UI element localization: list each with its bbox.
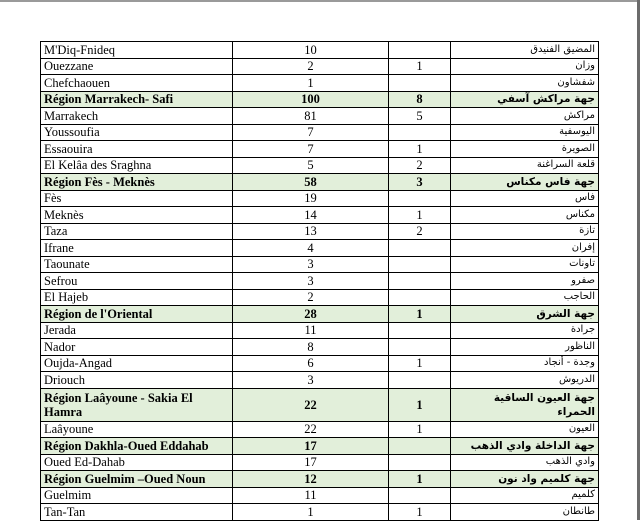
region-row xyxy=(41,174,599,191)
count-cell xyxy=(389,454,451,471)
count-cell xyxy=(389,42,451,59)
total-cell: 7 xyxy=(233,141,389,158)
count-cell: 5 xyxy=(389,108,451,125)
count-cell: 3 xyxy=(389,174,451,191)
count-cell xyxy=(389,322,451,339)
arabic-name-cell: تازة xyxy=(451,223,599,240)
region-row xyxy=(41,471,599,488)
total-cell: 3 xyxy=(233,273,389,290)
count-cell: 2 xyxy=(389,157,451,174)
arabic-name-cell: إفران xyxy=(451,240,599,257)
name-cell: El Hajeb xyxy=(41,289,233,306)
total-cell: 19 xyxy=(233,190,389,207)
name-cell: Taza xyxy=(41,223,233,240)
count-cell: 1 xyxy=(389,355,451,372)
table-row xyxy=(41,108,599,125)
region-row xyxy=(41,306,599,323)
total-cell: 13 xyxy=(233,223,389,240)
name-cell: Région Dakhla-Oued Eddahab xyxy=(41,438,233,455)
table-row xyxy=(41,42,599,59)
count-cell: 1 xyxy=(389,471,451,488)
arabic-name-cell: وجدة - أنجاد xyxy=(451,355,599,372)
count-cell: 1 xyxy=(389,306,451,323)
name-cell: Sefrou xyxy=(41,273,233,290)
arabic-name-cell: فاس xyxy=(451,190,599,207)
table-row xyxy=(41,58,599,75)
total-cell: 28 xyxy=(233,306,389,323)
name-cell: Région Guelmim –Oued Noun xyxy=(41,471,233,488)
name-cell: Laâyoune xyxy=(41,421,233,438)
name-cell: M'Diq-Fnideq xyxy=(41,42,233,59)
total-cell: 3 xyxy=(233,372,389,389)
count-cell xyxy=(389,273,451,290)
name-cell: Région Fès - Meknès xyxy=(41,174,233,191)
table-row xyxy=(41,355,599,372)
total-cell: 3 xyxy=(233,256,389,273)
page-top-border xyxy=(0,0,640,2)
table-row xyxy=(41,141,599,158)
arabic-name-cell: مكناس xyxy=(451,207,599,224)
count-cell xyxy=(389,289,451,306)
table-row xyxy=(41,207,599,224)
name-cell: Driouch xyxy=(41,372,233,389)
total-cell: 1 xyxy=(233,75,389,92)
name-cell: Marrakech xyxy=(41,108,233,125)
total-cell: 22 xyxy=(233,421,389,438)
arabic-name-cell: المضيق الفنيدق xyxy=(451,42,599,59)
name-cell: Région de l'Oriental xyxy=(41,306,233,323)
table-row xyxy=(41,454,599,471)
arabic-name-cell: جهة مراكش آسفي xyxy=(451,91,599,108)
arabic-name-cell: الحاجب xyxy=(451,289,599,306)
count-cell xyxy=(389,487,451,504)
count-cell xyxy=(389,372,451,389)
count-cell xyxy=(389,339,451,356)
count-cell xyxy=(389,190,451,207)
arabic-name-cell: العيون xyxy=(451,421,599,438)
arabic-name-cell: الناظور xyxy=(451,339,599,356)
total-cell: 22 xyxy=(233,388,389,421)
name-cell: Essaouira xyxy=(41,141,233,158)
arabic-name-cell: اليوسفية xyxy=(451,124,599,141)
name-cell: Nador xyxy=(41,339,233,356)
table-row xyxy=(41,322,599,339)
arabic-name-cell: وادي الذهب xyxy=(451,454,599,471)
name-cell: Région Laâyoune - Sakia El Hamra xyxy=(41,388,233,421)
arabic-name-cell: قلعة السراغنة xyxy=(451,157,599,174)
total-cell: 2 xyxy=(233,58,389,75)
total-cell: 2 xyxy=(233,289,389,306)
name-cell: Région Marrakech- Safi xyxy=(41,91,233,108)
total-cell: 6 xyxy=(233,355,389,372)
name-cell: Tan-Tan xyxy=(41,504,233,521)
region-row xyxy=(41,388,599,421)
total-cell: 7 xyxy=(233,124,389,141)
count-cell: 1 xyxy=(389,504,451,521)
table-row xyxy=(41,372,599,389)
total-cell: 11 xyxy=(233,487,389,504)
name-cell: Taounate xyxy=(41,256,233,273)
name-cell: Guelmim xyxy=(41,487,233,504)
table-row xyxy=(41,256,599,273)
count-cell: 1 xyxy=(389,388,451,421)
arabic-name-cell: جهة الشرق xyxy=(451,306,599,323)
count-cell: 1 xyxy=(389,141,451,158)
arabic-name-cell: وزان xyxy=(451,58,599,75)
arabic-name-cell: جهة الداخلة وادي الذهب xyxy=(451,438,599,455)
count-cell: 1 xyxy=(389,421,451,438)
name-cell: Oujda-Angad xyxy=(41,355,233,372)
table-row xyxy=(41,339,599,356)
arabic-name-cell: الدريوش xyxy=(451,372,599,389)
arabic-name-cell: شفشاون xyxy=(451,75,599,92)
table-body xyxy=(41,42,599,521)
total-cell: 100 xyxy=(233,91,389,108)
arabic-name-cell: جهة فاس مكناس xyxy=(451,174,599,191)
name-cell: Youssoufia xyxy=(41,124,233,141)
count-cell xyxy=(389,240,451,257)
arabic-name-cell: طانطان xyxy=(451,504,599,521)
table-row xyxy=(41,190,599,207)
table-row xyxy=(41,75,599,92)
region-row xyxy=(41,91,599,108)
total-cell: 17 xyxy=(233,454,389,471)
region-row xyxy=(41,438,599,455)
table-row xyxy=(41,157,599,174)
total-cell: 4 xyxy=(233,240,389,257)
total-cell: 81 xyxy=(233,108,389,125)
name-cell: Chefchaouen xyxy=(41,75,233,92)
name-cell: Oued Ed-Dahab xyxy=(41,454,233,471)
count-cell: 1 xyxy=(389,207,451,224)
arabic-name-cell: الصويرة xyxy=(451,141,599,158)
total-cell: 5 xyxy=(233,157,389,174)
count-cell xyxy=(389,75,451,92)
arabic-name-cell: جرادة xyxy=(451,322,599,339)
total-cell: 8 xyxy=(233,339,389,356)
arabic-name-cell: جهة كلميم واد نون xyxy=(451,471,599,488)
arabic-name-cell: تاونات xyxy=(451,256,599,273)
table-row xyxy=(41,487,599,504)
total-cell: 10 xyxy=(233,42,389,59)
table-row xyxy=(41,289,599,306)
table-row xyxy=(41,504,599,521)
total-cell: 12 xyxy=(233,471,389,488)
total-cell: 14 xyxy=(233,207,389,224)
total-cell: 58 xyxy=(233,174,389,191)
count-cell xyxy=(389,438,451,455)
regions-table xyxy=(40,41,599,521)
name-cell: Fès xyxy=(41,190,233,207)
name-cell: Ouezzane xyxy=(41,58,233,75)
name-cell: Jerada xyxy=(41,322,233,339)
total-cell: 11 xyxy=(233,322,389,339)
name-cell: El Kelâa des Sraghna xyxy=(41,157,233,174)
arabic-name-cell: مراكش xyxy=(451,108,599,125)
table-row xyxy=(41,240,599,257)
arabic-name-cell: صفرو xyxy=(451,273,599,290)
table-row xyxy=(41,223,599,240)
total-cell: 17 xyxy=(233,438,389,455)
table-row xyxy=(41,421,599,438)
table-row xyxy=(41,124,599,141)
arabic-name-cell: كلميم xyxy=(451,487,599,504)
table-row xyxy=(41,273,599,290)
count-cell xyxy=(389,256,451,273)
name-cell: Meknès xyxy=(41,207,233,224)
total-cell: 1 xyxy=(233,504,389,521)
arabic-name-cell: جهة العيون الساقية الحمراء xyxy=(451,388,599,421)
count-cell: 8 xyxy=(389,91,451,108)
count-cell: 1 xyxy=(389,58,451,75)
count-cell: 2 xyxy=(389,223,451,240)
name-cell: Ifrane xyxy=(41,240,233,257)
count-cell xyxy=(389,124,451,141)
